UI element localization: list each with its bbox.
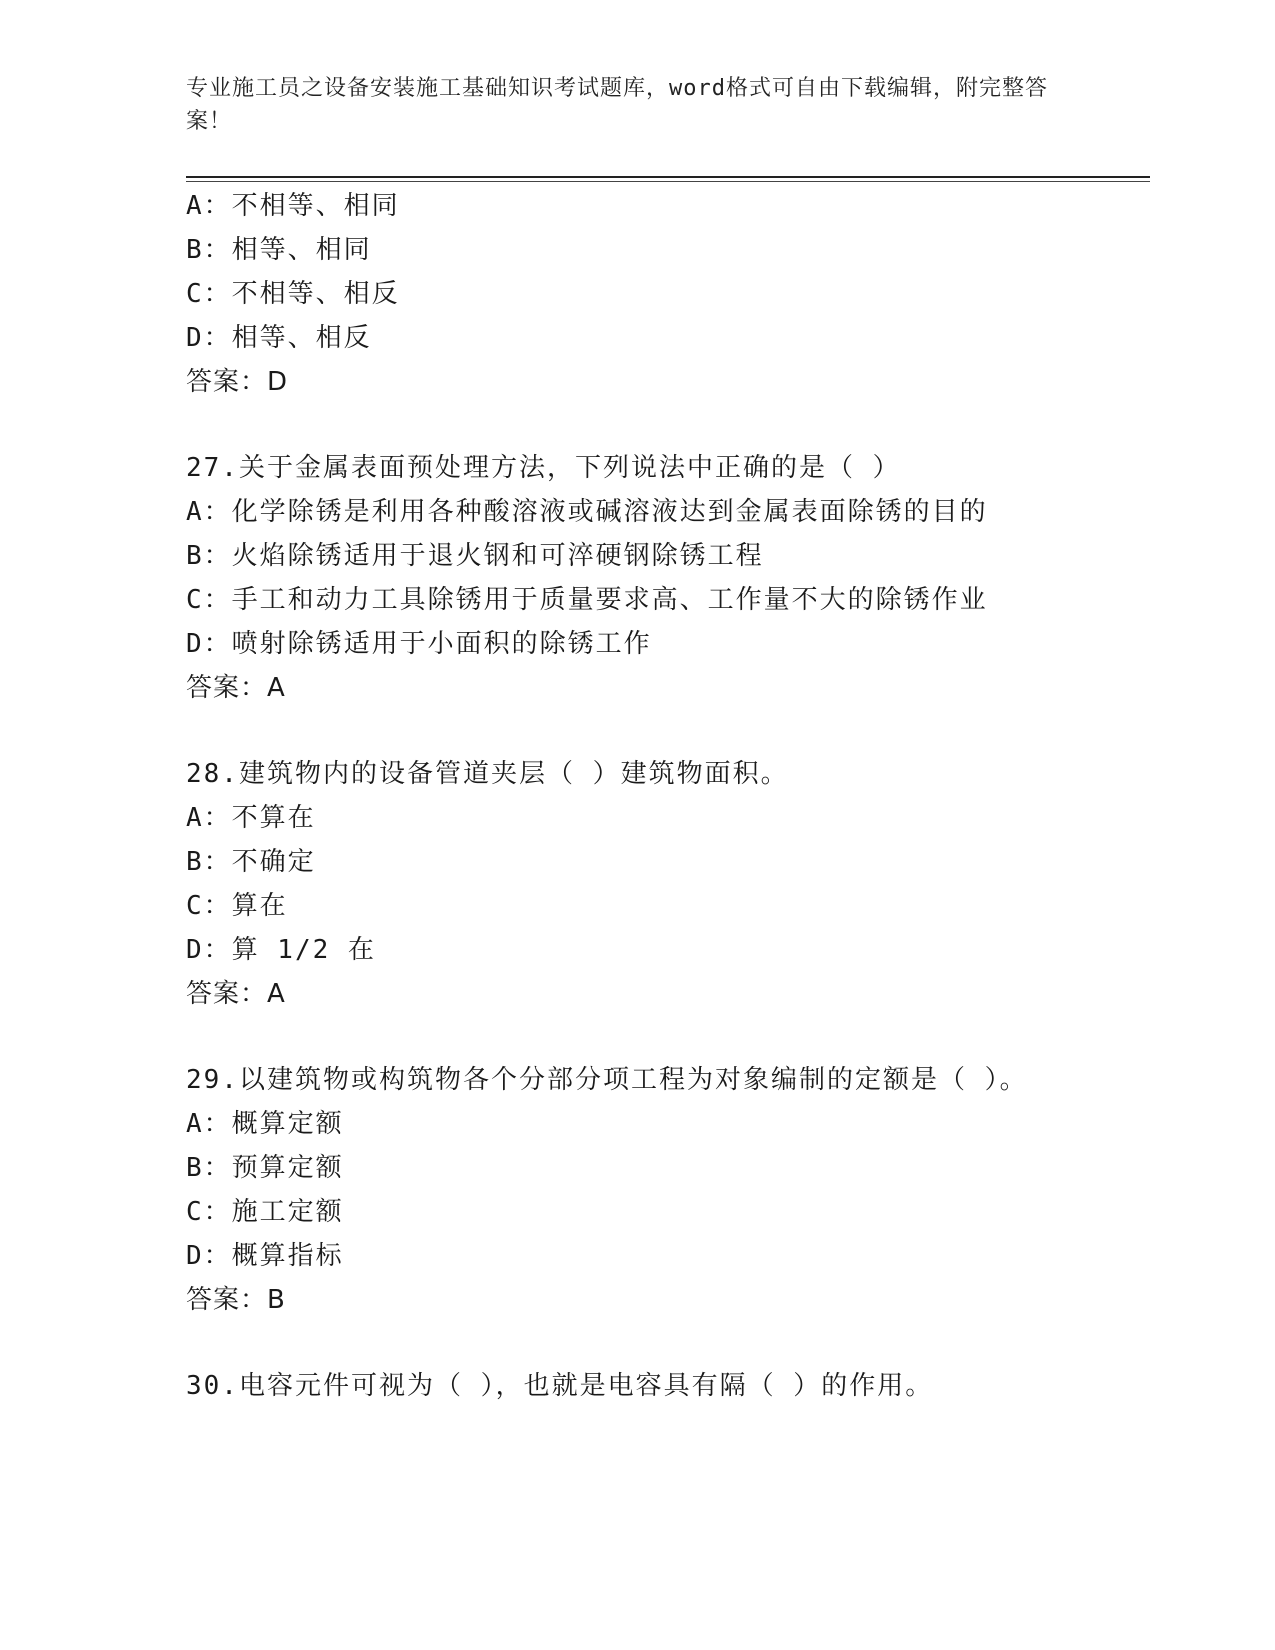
question-stem-29: 29.以建筑物或构筑物各个分部分项工程为对象编制的定额是（ ）。 bbox=[186, 1065, 1028, 1095]
option-b: B：不确定 bbox=[186, 847, 316, 877]
option-b: B：火焰除锈适用于退火钢和可淬硬钢除锈工程 bbox=[186, 541, 764, 571]
option-d: D：算 1/2 在 bbox=[186, 935, 376, 965]
option-d: D：喷射除锈适用于小面积的除锈工作 bbox=[186, 629, 652, 659]
option-a: A：化学除锈是利用各种酸溶液或碱溶液达到金属表面除锈的目的 bbox=[186, 497, 988, 527]
header-rule-thin bbox=[186, 181, 1150, 182]
option-c: C：算在 bbox=[186, 891, 288, 921]
answer-line: 答案：A bbox=[186, 673, 286, 703]
question-stem-28: 28.建筑物内的设备管道夹层（ ）建筑物面积。 bbox=[186, 759, 789, 789]
option-c: C：施工定额 bbox=[186, 1197, 344, 1227]
option-a: A：不算在 bbox=[186, 803, 316, 833]
document-header: 专业施工员之设备安装施工基础知识考试题库，word格式可自由下载编辑，附完整答案！ bbox=[186, 76, 1048, 134]
option-d: D：相等、相反 bbox=[186, 323, 372, 353]
option-b: B：相等、相同 bbox=[186, 235, 372, 265]
option-c: C：手工和动力工具除锈用于质量要求高、工作量不大的除锈作业 bbox=[186, 585, 988, 615]
question-stem-30: 30.电容元件可视为（ ），也就是电容具有隔（ ）的作用。 bbox=[186, 1371, 934, 1401]
answer-line: 答案：A bbox=[186, 979, 286, 1009]
option-b: B：预算定额 bbox=[186, 1153, 344, 1183]
option-c: C：不相等、相反 bbox=[186, 279, 400, 309]
answer-line: 答案：B bbox=[186, 1285, 286, 1315]
option-a: A：概算定额 bbox=[186, 1109, 344, 1139]
header-rule-thick bbox=[186, 176, 1150, 178]
question-stem-27: 27.关于金属表面预处理方法，下列说法中正确的是（ ） bbox=[186, 453, 901, 483]
option-d: D：概算指标 bbox=[186, 1241, 344, 1271]
option-a: A：不相等、相同 bbox=[186, 191, 400, 221]
answer-line: 答案：D bbox=[186, 367, 289, 397]
